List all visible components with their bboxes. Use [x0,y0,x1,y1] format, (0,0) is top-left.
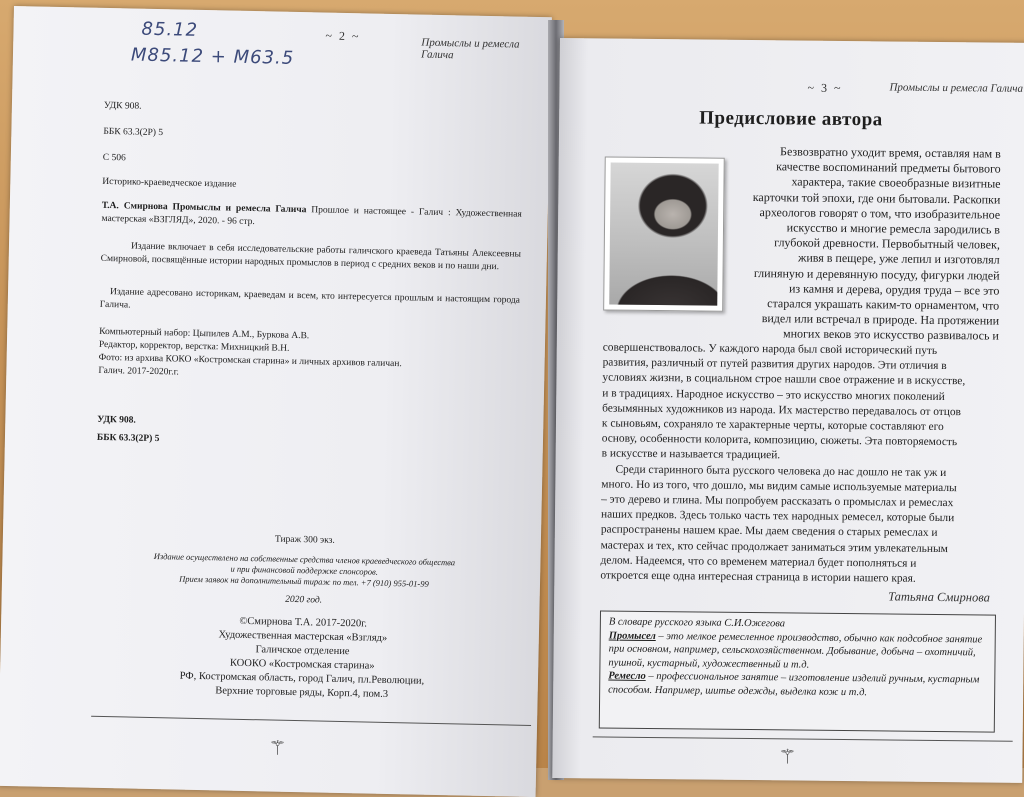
left-page [0,6,552,797]
author-photo [603,156,725,311]
funding-note [94,550,515,592]
text-line: условиях жизни, в социальном строе нашли свое отражение и в искусстве, [602,371,966,388]
dictionary-term-1: Промысел [608,630,656,642]
text-line: живя в пещере, уже лепил и изготовлял [797,250,1000,268]
text-line: характера, такие своеобразные визитные [791,174,1001,192]
bbk-code-bold: ББК 63.3(2Р) 5 [96,432,160,445]
text-line: старался украшать каким-то орнаментом, что [767,296,1000,313]
dictionary-definition-1: – это мелкое ремесленное производство, обычно как подсобное занятие при основном, например, сельскохозяйственном. Добывание, добыча – охотничий, пушной, кустарный, художественный и т.д. [608,630,983,671]
text-line: в искусстве и называется традицией. [601,447,781,462]
text-line: основу, особенности колорита, композицию, сюжеты. Эта повторяемость [601,432,958,449]
handwritten-note-2: M85.12 + M63.5 [130,44,295,69]
credit-typing: Компьютерный набор: Цыпилев А.М., Буркова А.В. [99,326,310,342]
text-line: развития, различный от путей развития других народов. Эти отличия в [602,356,947,373]
text-line: совершенствовалось. У каждого народа был свой исторический путь [602,341,938,357]
text-line: археологов говорят о том, что изобразительное [759,204,1001,222]
text-line: видел или встречал в природе. На протяжении [761,311,1000,328]
address-line-2: Верхние торговые ряды, Корп.4, пом.3 [215,685,389,700]
text-line: делом. Надеемся, что со временем материал будет пополняться и [600,554,917,570]
edition-type: Историко-краеведческое издание [102,176,237,190]
author-portrait-image [609,163,718,306]
text-line: качестве воспоминаний предметы бытового [776,159,1001,176]
dictionary-definition-2: – профессиональное занятие – изготовление изделий ручным, кустарным способом. Например, шитье одежды, выделка кож и т.д. [608,670,980,698]
footer-rule-left [91,716,531,726]
annotation-paragraph-2: Издание адресовано историкам, краеведам и всем, кто интересуется прошлым и настоящим города Галича. [99,287,521,311]
orders-line: Прием заявок на дополнительный тираж по тел. +7 (910) 955-01-99 [179,573,429,589]
publication-year: 2020 год. [285,594,323,606]
right-page [552,38,1024,783]
preface-wrapped-text [737,144,1001,344]
running-header-right: Промыслы и ремесла Галича [889,81,1024,95]
bibliographic-citation [101,200,521,235]
text-line: многих веков это искусство развивалось и [782,326,999,344]
text-line: распространены нашем крае. Мы даем сведения о старых ремеслах и [600,523,938,540]
text-line: Безвозвратно уходит время, оставляя нам в [780,144,1001,161]
text-line: из камня и дерева, орудия труда – все это [788,281,1000,298]
annotation-paragraph-1: Издание включает в себя исследовательские работы галичского краеведа Татьяны Алексеевны Смирновой, посвящённые истории народных промыслов в период с средних веков и по наши дни. [100,241,522,273]
author-mark: С 506 [102,152,126,164]
credit-place-year: Галич. 2017-2020г.г. [98,365,179,378]
text-line: много. Но из того, что дошло, мы видим самые используемые материалы [601,478,957,495]
citation-details: Прошлое и настоящее - Галич : Художественная мастерская «ВЗГЛЯД», 2020. - 96 стр. [101,205,522,228]
footer-rule-right [593,736,1013,741]
imprint-block [92,612,514,705]
dictionary-entry-1 [608,629,986,673]
preface-full-text [600,340,999,587]
author-signature: Татьяна Смирнова [888,589,990,605]
udk-code-bold: УДК 908. [97,414,136,426]
text-line: карточки той эпохи, где они бытовали. Раскопки [752,189,1001,207]
funding-line-2: и при финансовой поддержке спонсоров. [230,563,378,577]
udk-code: УДК 908. [103,100,142,112]
funding-line-1: Издание осуществлено на собственные средства членов краеведческого общества [153,551,456,568]
ornament-icon: ⚚ [778,746,797,769]
text-line: глубокой древности. Первобытный человек, [774,235,1000,252]
print-run: Тираж 300 экз. [274,534,335,546]
text-line: безымянных художников из народа. Их мастерство передавалось от отцов [602,402,962,419]
text-line: и в традициях. Народное искусство – это искусство многих поколений [602,387,945,403]
text-line: искусство и многие ремесла зародились в [786,220,1001,237]
text-line: мастерах и тех, кто сейчас продолжает заниматься этим увлекательным [600,539,948,555]
dictionary-term-2: Ремесло [608,670,646,682]
publisher-line-2: Галичское отделение [255,644,350,658]
text-line: наших предков. Здесь только часть тех народных ремесел, которые были [600,508,955,525]
page-number-left: ~ 2 ~ [325,28,361,44]
credit-photo: Фото: из архива КОКО «Костромская старина» и личных архивов галичан. [98,352,402,370]
ornament-icon: ⚚ [268,737,287,760]
page-number-right: ~ 3 ~ [807,80,843,95]
credit-editor: Редактор, корректор, верстка: Михницкий В.Н. [98,339,290,354]
text-line: – это дерево и глина. Мы попробуем рассказать о промыслах и ремеслах [601,493,954,510]
text-line: глиняную и деревянную посуду, фигурки людей [753,265,1000,283]
text-line: к сыновьям, сохраняло те характерные черты, которые составляют его [601,417,944,434]
text-line: Среди старинного быта русского человека до нас дошло не так уж и [615,463,947,479]
page-title: Предисловие автора [699,107,883,131]
address-line-1: РФ, Костромская область, город Галич, пл.Революции, [179,670,425,687]
copyright-line: ©Смирнова Т.А. 2017-2020г. [239,615,368,630]
publisher-line-3: КООКО «Костромская старина» [229,657,375,672]
publisher-line-1: Художественная мастерская «Взгляд» [218,629,388,644]
citation-title: Т.А. Смирнова Промыслы и ремесла Галича [101,200,307,216]
dictionary-title: В словаре русского языка С.И.Ожегова [608,616,786,630]
handwritten-note-1: 85.12 [141,18,199,41]
dictionary-entry-2 [608,670,986,701]
bbk-code: ББК 63.3(2Р) 5 [103,126,164,139]
running-header-left: Промыслы и ремесла Галича [420,36,520,62]
text-line: откроется еще одна интересная страница в истории нашего края. [600,569,916,585]
dictionary-box [599,610,996,732]
